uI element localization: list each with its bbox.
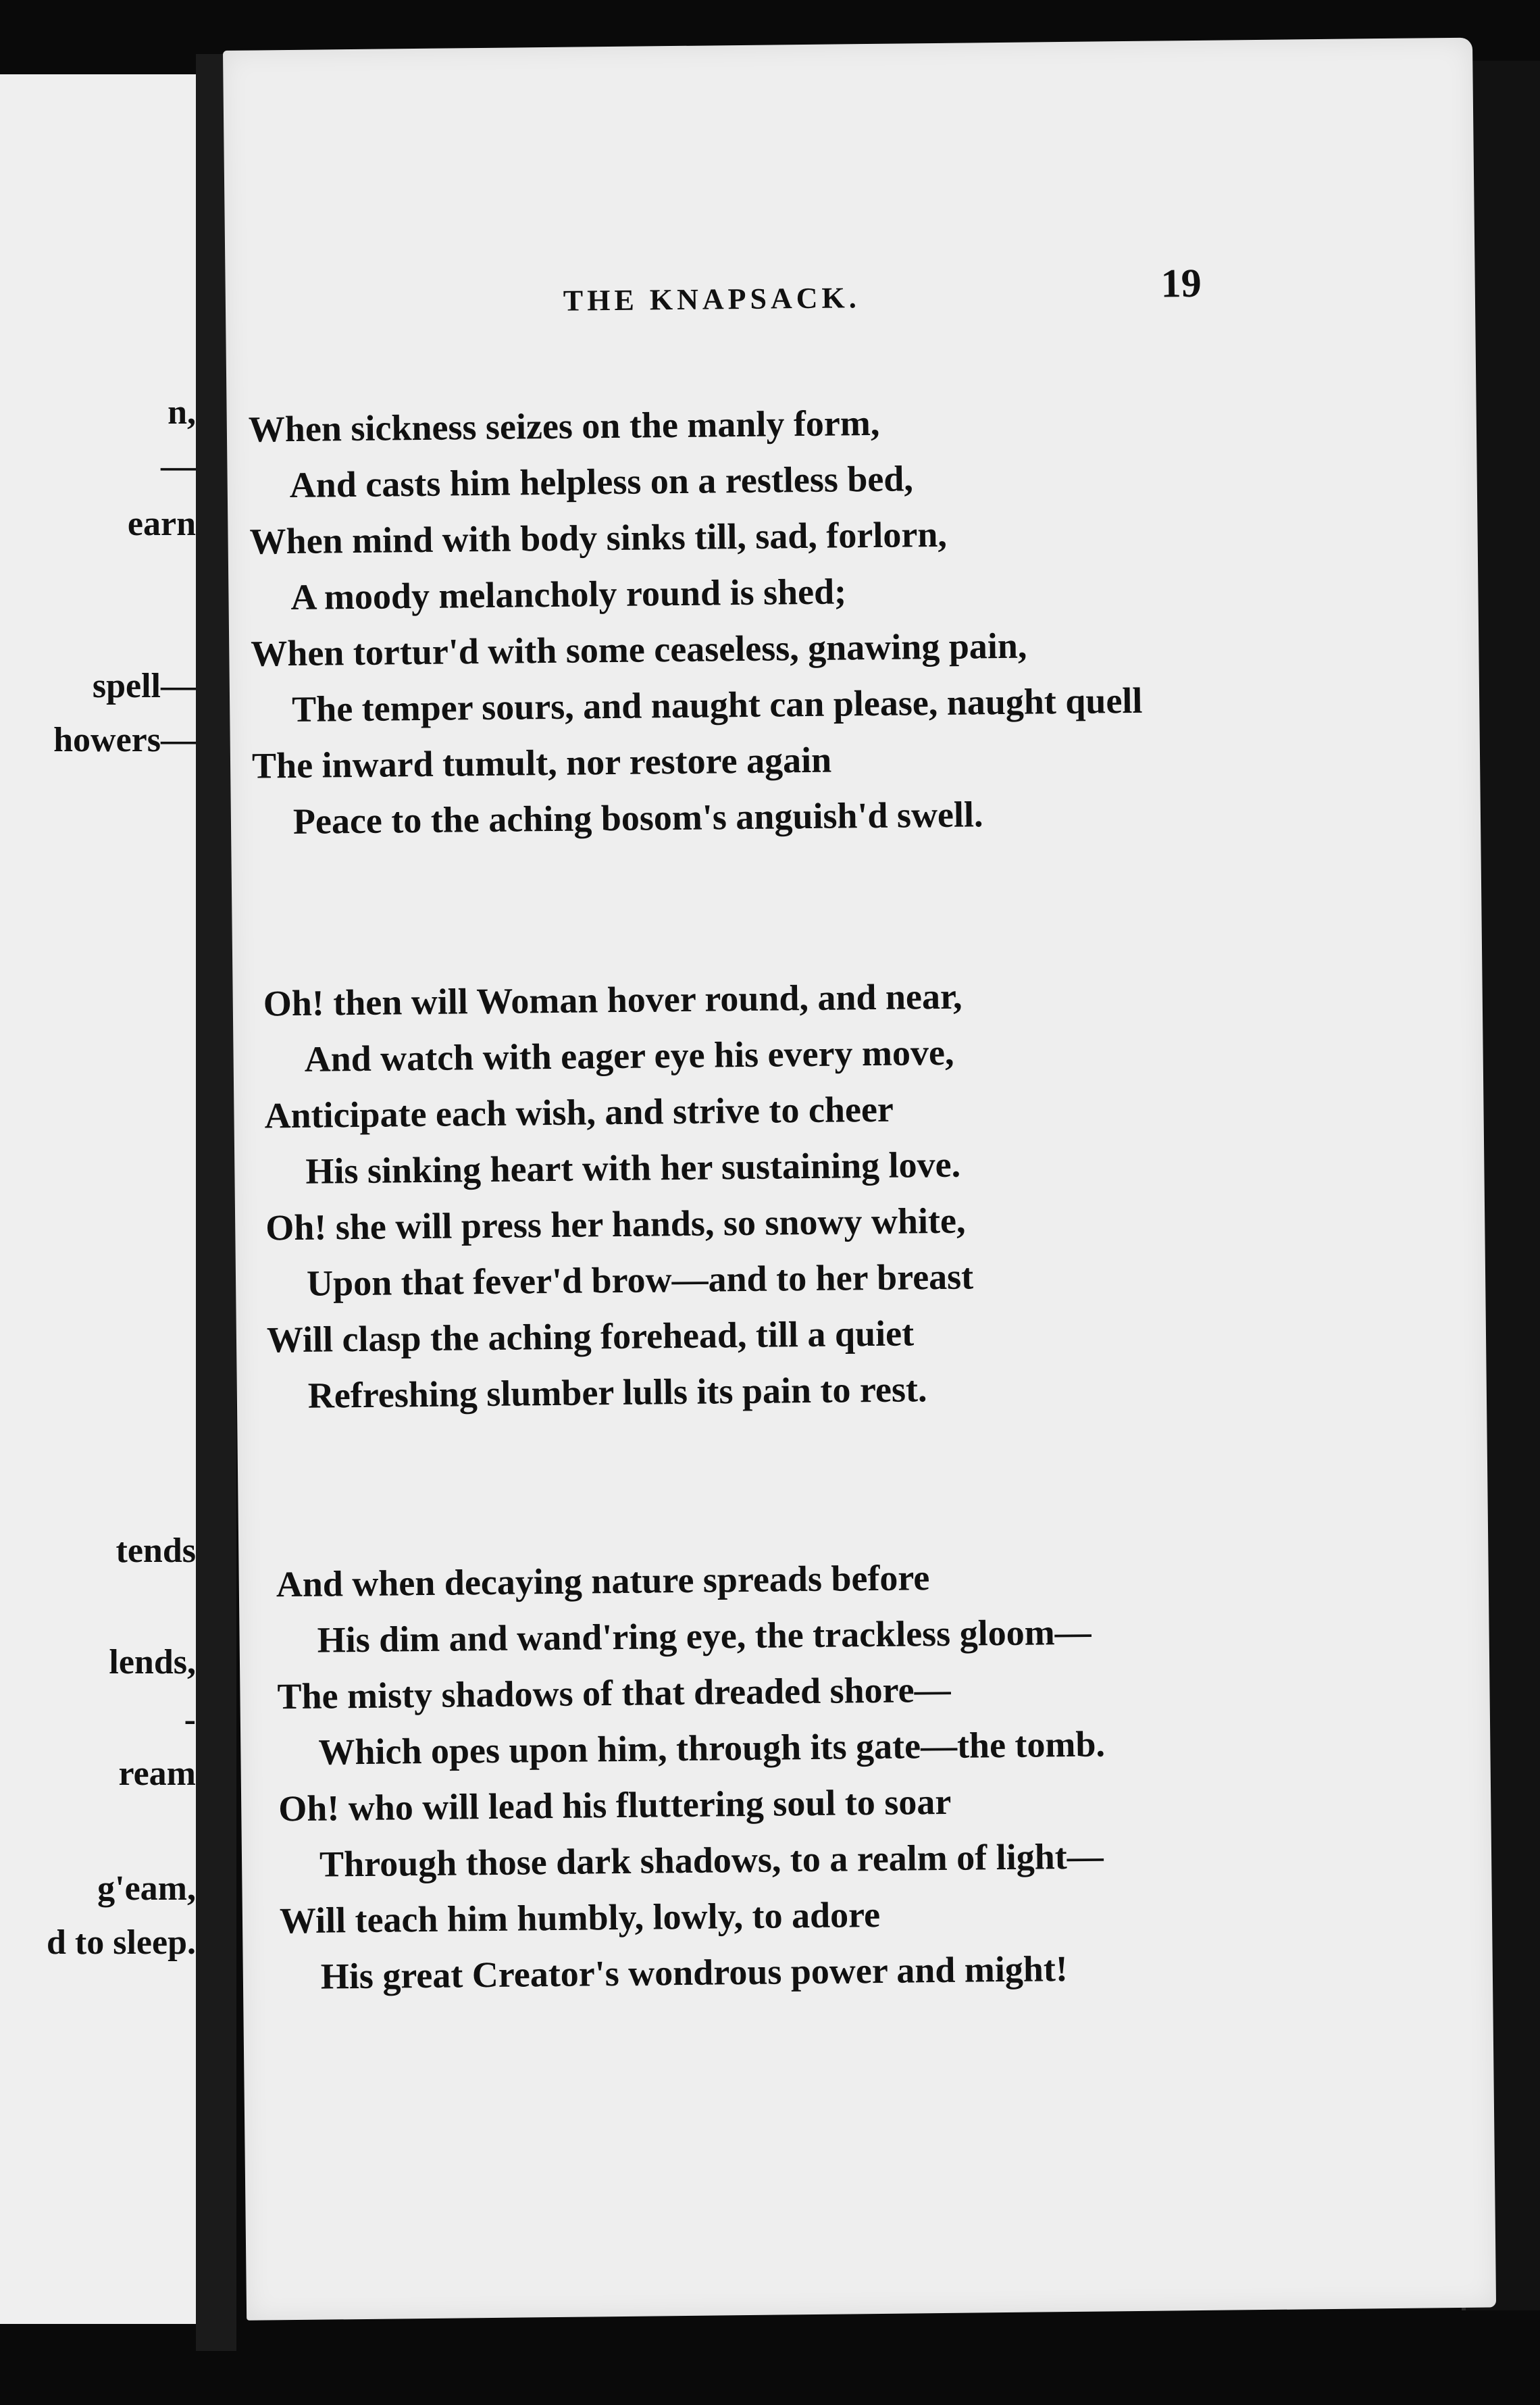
verse-line: The temper sours, and naught can please, naught quell bbox=[291, 680, 1143, 730]
verse-line: The inward tumult, nor restore again bbox=[251, 739, 832, 786]
left-page-fragment: tends bbox=[116, 1531, 196, 1570]
verse-line: A moody melancholy round is shed; bbox=[290, 571, 847, 617]
verse-line: Which opes upon him, through its gate—the tomb. bbox=[318, 1723, 1106, 1773]
stanza-3 bbox=[276, 1548, 1108, 2005]
verse-line: The misty shadows of that dreaded shore— bbox=[277, 1669, 951, 1717]
verse-line: And watch with eager eye his every move, bbox=[304, 1032, 954, 1080]
left-page-fragment: n, bbox=[168, 393, 196, 432]
verse-line: When tortur'd with some ceaseless, gnawing pain, bbox=[251, 625, 1027, 674]
verse-line: Oh! she will press her hands, so snowy white, bbox=[265, 1200, 966, 1248]
previous-page bbox=[0, 74, 199, 2324]
stanza-2 bbox=[263, 968, 975, 1424]
main-page bbox=[223, 38, 1496, 2321]
verse-line: Refreshing slumber lulls its pain to rest. bbox=[307, 1369, 927, 1416]
left-page-fragment: d to sleep. bbox=[47, 1923, 196, 1962]
verse-line: Oh! then will Woman hover round, and near, bbox=[263, 976, 962, 1024]
verse-line: When mind with body sinks till, sad, forlorn, bbox=[249, 513, 948, 562]
verse-line: And casts him helpless on a restless bed, bbox=[289, 458, 914, 505]
left-page-fragment: lends, bbox=[109, 1643, 196, 1681]
left-page-fragment: earn bbox=[127, 505, 196, 543]
verse-line: His great Creator's wondrous power and might! bbox=[320, 1948, 1069, 1997]
verse-line: Oh! who will lead his fluttering soul to soar bbox=[278, 1781, 952, 1829]
verse-line: Will teach him humbly, lowly, to adore bbox=[279, 1894, 881, 1942]
verse-line: When sickness seizes on the manly form, bbox=[248, 402, 880, 450]
left-page-fragment: spell— bbox=[92, 667, 196, 705]
left-page-fragment: g'eam, bbox=[97, 1869, 196, 1908]
verse-line: Will clasp the aching forehead, till a quiet bbox=[266, 1313, 915, 1361]
page-number: 19 bbox=[1160, 260, 1202, 306]
left-page-fragment: ream bbox=[118, 1754, 196, 1793]
left-page-fragment: — bbox=[161, 447, 196, 486]
verse-line: His dim and wand'ring eye, the trackless gloom— bbox=[317, 1611, 1092, 1661]
verse-line: His sinking heart with her sustaining love. bbox=[305, 1144, 961, 1192]
running-head: THE KNAPSACK. bbox=[563, 281, 861, 318]
verse-line: Upon that fever'd brow—and to her breast bbox=[306, 1256, 974, 1304]
verse-line: Through those dark shadows, to a realm of light— bbox=[319, 1836, 1104, 1885]
left-page-fragment: howers— bbox=[53, 721, 196, 759]
verse-line: Peace to the aching bosom's anguish'd swell. bbox=[292, 794, 983, 842]
stanza-1 bbox=[248, 393, 1144, 851]
left-page-fragment: - bbox=[184, 1700, 196, 1739]
verse-line: Anticipate each wish, and strive to cheer bbox=[264, 1088, 894, 1136]
verse-line: And when decaying nature spreads before bbox=[276, 1557, 930, 1605]
